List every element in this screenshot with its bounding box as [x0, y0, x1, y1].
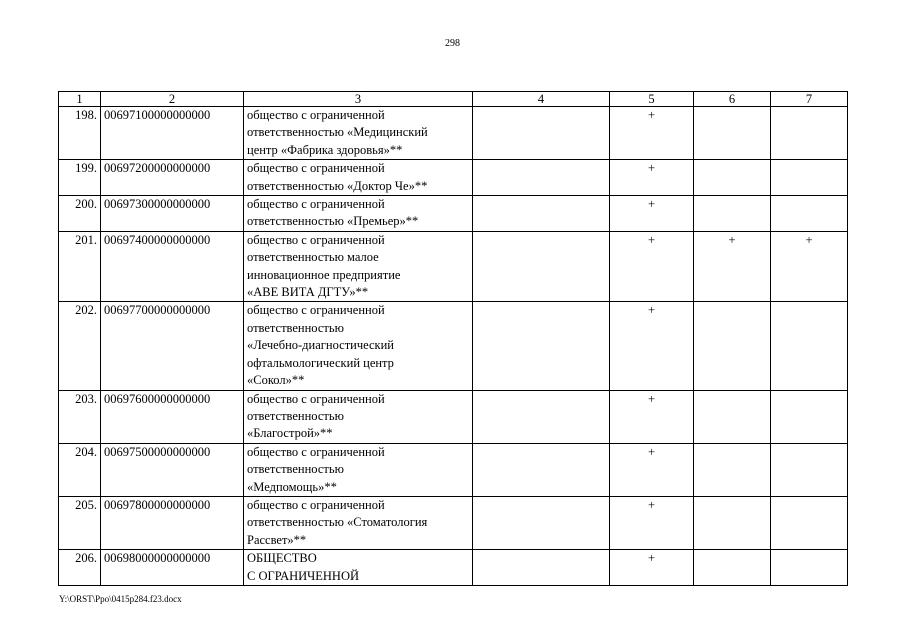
organization-name	[244, 196, 473, 232]
row-number: 199.	[59, 160, 101, 196]
organization-name-line: ОБЩЕСТВО	[247, 551, 317, 566]
registry-code: 00697200000000000	[101, 160, 244, 196]
column-7-mark	[771, 390, 848, 443]
organization-name-line: общество с ограниченной	[247, 108, 385, 122]
registry-code: 00697300000000000	[101, 196, 244, 232]
column-7-mark	[771, 302, 848, 390]
registry-table	[58, 91, 848, 586]
organization-name-line: инновационное предприятие	[247, 267, 401, 282]
organization-name-line: ответственностью	[247, 408, 344, 423]
registry-code: 00697100000000000	[101, 107, 244, 160]
organization-name	[244, 550, 473, 586]
organization-name-line: ответственностью	[247, 462, 344, 477]
column-7-mark	[771, 196, 848, 232]
column-header-4: 4	[473, 92, 610, 107]
page-number: 298	[445, 38, 460, 49]
organization-name-line: общество с ограниченной	[247, 197, 385, 212]
column-5-mark: +	[610, 302, 694, 390]
column-6-mark	[694, 302, 771, 390]
row-number: 198.	[59, 107, 101, 160]
column-6-mark	[694, 196, 771, 232]
column-4-cell	[473, 443, 610, 496]
column-7-mark	[771, 550, 848, 586]
column-6-mark	[694, 550, 771, 586]
column-6-mark: +	[694, 231, 771, 302]
registry-code: 00697700000000000	[101, 302, 244, 390]
organization-name-line: Рассвет»**	[247, 532, 307, 547]
organization-name	[244, 160, 473, 196]
organization-name-line: «Лечебно-диагностический	[247, 338, 394, 353]
column-header-7: 7	[771, 92, 848, 107]
column-5-mark: +	[610, 231, 694, 302]
organization-name-line: общество с ограниченной	[247, 391, 385, 406]
organization-name-line: ответственностью «Медицинский	[247, 125, 428, 140]
organization-name-line: С ОГРАНИЧЕННОЙ	[247, 568, 360, 583]
column-5-mark: +	[610, 496, 694, 549]
organization-name	[244, 443, 473, 496]
organization-name	[244, 231, 473, 302]
column-7-mark	[771, 160, 848, 196]
column-header-5: 5	[610, 92, 694, 107]
header-row	[59, 92, 848, 107]
column-6-mark	[694, 107, 771, 160]
table-row	[59, 496, 848, 549]
organization-name-line: общество с ограниченной	[247, 232, 385, 247]
organization-name-line: «АВЕ ВИТА ДГТУ»**	[247, 285, 369, 300]
table-row	[59, 160, 848, 196]
organization-name-line: ответственностью	[247, 320, 344, 335]
organization-name-line: ответственностью «Стоматология	[247, 515, 428, 530]
column-4-cell	[473, 196, 610, 232]
column-6-mark	[694, 496, 771, 549]
column-header-1: 1	[59, 92, 101, 107]
column-5-mark: +	[610, 390, 694, 443]
column-5-mark: +	[610, 550, 694, 586]
organization-name-line: офтальмологический центр	[247, 355, 394, 370]
column-7-mark	[771, 443, 848, 496]
table-row	[59, 107, 848, 160]
registry-code: 00697600000000000	[101, 390, 244, 443]
row-number: 203.	[59, 390, 101, 443]
column-7-mark: +	[771, 231, 848, 302]
organization-name	[244, 302, 473, 390]
registry-code: 00697500000000000	[101, 443, 244, 496]
registry-code: 00698000000000000	[101, 550, 244, 586]
column-5-mark: +	[610, 196, 694, 232]
table-row	[59, 302, 848, 390]
row-number: 204.	[59, 443, 101, 496]
organization-name-line: общество с ограниченной	[247, 444, 385, 459]
column-4-cell	[473, 160, 610, 196]
row-number: 200.	[59, 196, 101, 232]
organization-name-line: ответственностью «Премьер»**	[247, 214, 419, 229]
column-5-mark: +	[610, 443, 694, 496]
column-4-cell	[473, 231, 610, 302]
table-row	[59, 443, 848, 496]
column-4-cell	[473, 107, 610, 160]
table-row	[59, 196, 848, 232]
column-5-mark: +	[610, 107, 694, 160]
column-5-mark: +	[610, 160, 694, 196]
column-4-cell	[473, 550, 610, 586]
column-4-cell	[473, 496, 610, 549]
column-6-mark	[694, 443, 771, 496]
organization-name-line: ответственностью «Доктор Че»**	[247, 178, 428, 193]
table-row	[59, 390, 848, 443]
table-row	[59, 231, 848, 302]
organization-name-line: общество с ограниченной	[247, 303, 385, 318]
organization-name-line: ответственностью малое	[247, 250, 379, 265]
organization-name-line: «Медпомощь»**	[247, 479, 337, 494]
column-7-mark	[771, 107, 848, 160]
row-number: 202.	[59, 302, 101, 390]
column-7-mark	[771, 496, 848, 549]
organization-name-line: общество с ограниченной	[247, 161, 385, 176]
row-number: 205.	[59, 496, 101, 549]
table-row	[59, 550, 848, 586]
column-header-2: 2	[101, 92, 244, 107]
row-number: 201.	[59, 231, 101, 302]
column-6-mark	[694, 390, 771, 443]
footer-file-path: Y:\ORST\Ppo\0415p284.f23.docx	[59, 594, 182, 604]
organization-name	[244, 496, 473, 549]
column-header-3: 3	[244, 92, 473, 107]
row-number: 206.	[59, 550, 101, 586]
column-header-6: 6	[694, 92, 771, 107]
column-6-mark	[694, 160, 771, 196]
organization-name-line: «Сокол»**	[247, 373, 305, 388]
organization-name	[244, 390, 473, 443]
column-4-cell	[473, 302, 610, 390]
registry-code: 00697800000000000	[101, 496, 244, 549]
column-4-cell	[473, 390, 610, 443]
organization-name-line: «Благострой»**	[247, 426, 333, 441]
organization-name	[244, 107, 473, 160]
organization-name-line: общество с ограниченной	[247, 497, 385, 512]
registry-code: 00697400000000000	[101, 231, 244, 302]
organization-name-line: центр «Фабрика здоровья»**	[247, 142, 403, 157]
